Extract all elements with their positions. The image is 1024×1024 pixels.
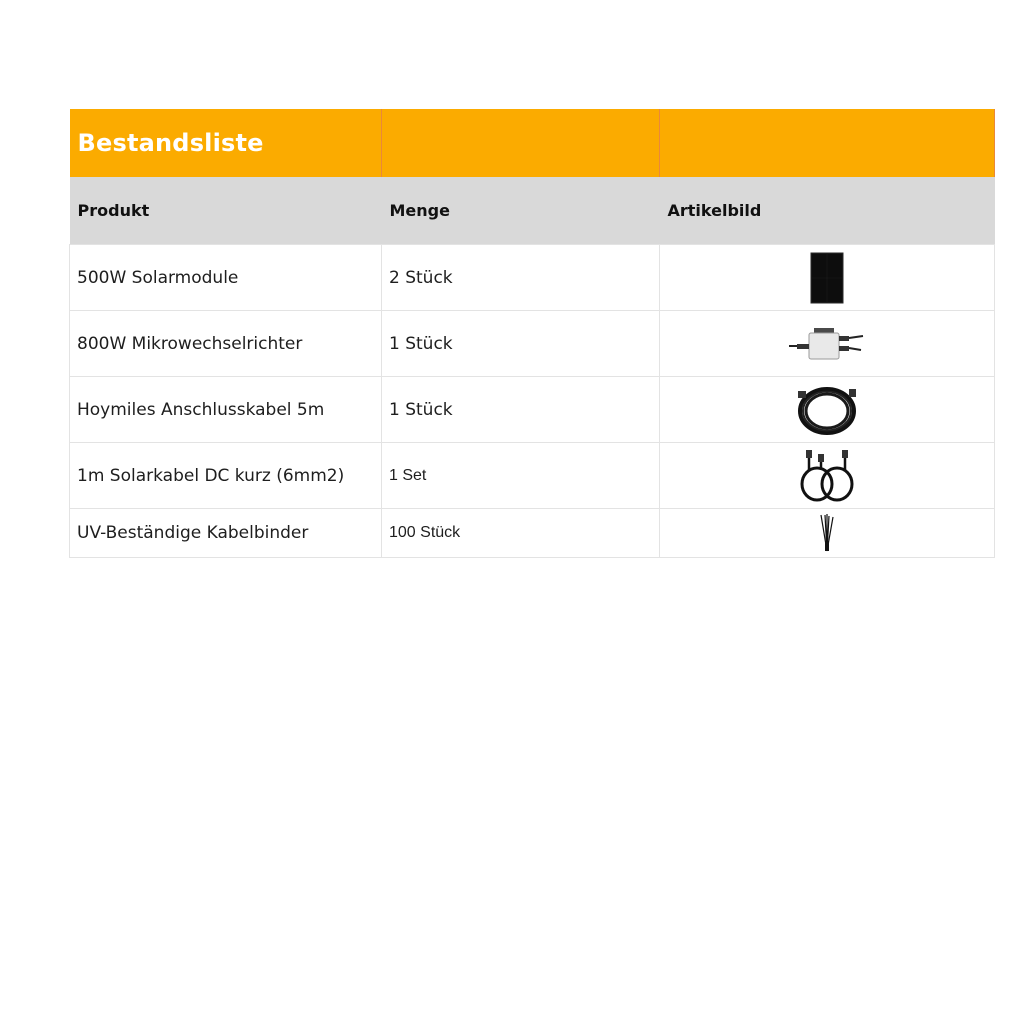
solar-panel-icon (810, 252, 844, 304)
quantity-cell: 1 Set (382, 443, 660, 509)
column-header-quantity: Menge (382, 177, 660, 245)
header-row (70, 177, 995, 245)
inventory-table (69, 109, 995, 558)
table-row (70, 443, 995, 509)
product-cell: 1m Solarkabel DC kurz (6mm2) (70, 443, 382, 509)
cable-ties-icon (817, 513, 837, 553)
table-row (70, 311, 995, 377)
table-title: Bestandsliste (77, 129, 264, 157)
quantity-cell: 1 Stück (382, 377, 660, 443)
title-blank-cell (660, 109, 995, 177)
quantity-cell: 2 Stück (382, 245, 660, 311)
column-header-product: Produkt (70, 177, 382, 245)
product-cell: 800W Mikrowechselrichter (70, 311, 382, 377)
product-cell: UV-Beständige Kabelbinder (70, 509, 382, 558)
column-header-image: Artikelbild (660, 177, 995, 245)
quantity-cell: 100 Stück (382, 509, 660, 558)
table-row (70, 245, 995, 311)
image-cell (660, 377, 995, 443)
title-row (70, 109, 995, 177)
image-cell (660, 509, 995, 558)
image-cell (660, 443, 995, 509)
table-row (70, 377, 995, 443)
microinverter-icon (787, 324, 867, 364)
dc-cable-set-icon (797, 448, 857, 504)
table-title-cell (70, 109, 382, 177)
title-blank-cell (382, 109, 660, 177)
product-cell: Hoymiles Anschlusskabel 5m (70, 377, 382, 443)
product-cell: 500W Solarmodule (70, 245, 382, 311)
image-cell (660, 311, 995, 377)
table-row (70, 509, 995, 558)
quantity-cell: 1 Stück (382, 311, 660, 377)
coiled-cable-icon (795, 383, 859, 437)
image-cell (660, 245, 995, 311)
